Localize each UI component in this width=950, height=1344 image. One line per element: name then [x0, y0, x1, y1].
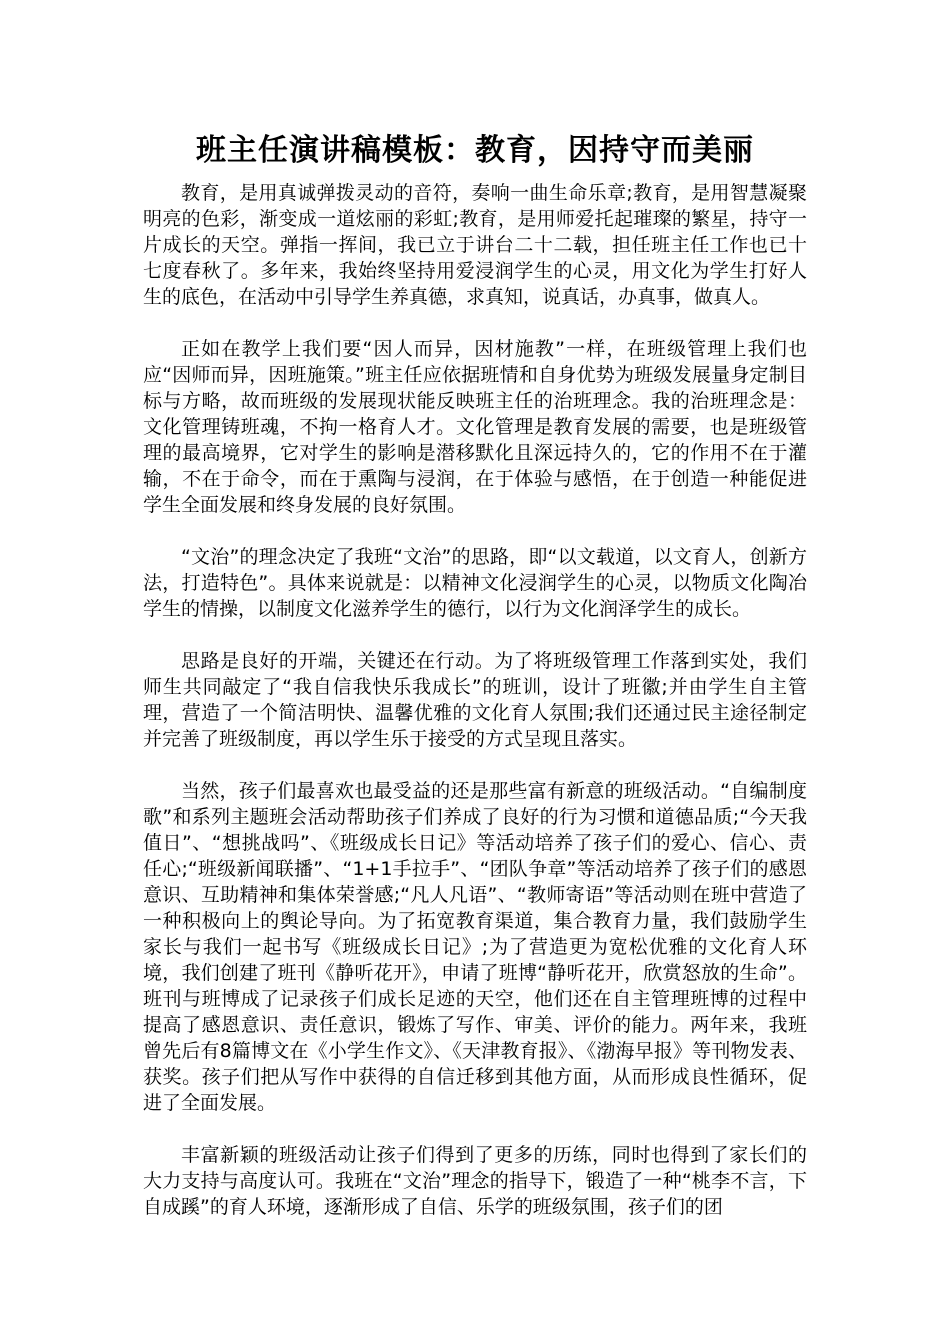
paragraph-2: 正如在教学上我们要“因人而异，因材施教”一样，在班级管理上我们也应“因师而异，因班施策。”班主任应依据班情和自身优势为班级发展量身定制目标与方略，故而班级的发展现状能反映班主任的治班理念。我的治班理念是：文化管理铸班魂，不拘一格育人才。文化管理是教育发展的需要，也是班级管理的最高境界，它对学生的影响是潜移默化且深远持久的，它的作用不在于灌输，不在于命令，而在于熏陶与浸润，在于体验与感悟，在于创造一种能促进学生全面发展和终身发展的良好氛围。	[143, 338, 807, 516]
paragraph-1: 教育，是用真诚弹拨灵动的音符，奏响一曲生命乐章;教育，是用智慧凝聚明亮的色彩，渐变成一道炫丽的彩虹;教育，是用师爱托起璀璨的繁星，持守一片成长的天空。弹指一挥间，我已立于讲台二十二载，担任班主任工作也已十七度春秋了。多年来，我始终坚持用爱浸润学生的心灵，用文化为学生打好人生的底色，在活动中引导学生养真德，求真知，说真话，办真事，做真人。	[143, 182, 807, 308]
document-title: 班主任演讲稿模板：教育，因持守而美丽	[196, 133, 754, 168]
paragraph-6: 丰富新颖的班级活动让孩子们得到了更多的历练，同时也得到了家长们的大力支持与高度认可。我班在“文治”理念的指导下，锻造了一种“桃李不言，下自成蹊”的育人环境，逐渐形成了自信、乐学的班级氛围，孩子们的团	[143, 1144, 807, 1218]
paragraph-4: 思路是良好的开端，关键还在行动。为了将班级管理工作落到实处，我们师生共同敲定了“我自信我快乐我成长”的班训，设计了班徽;并由学生自主管理，营造了一个简洁明快、温馨优雅的文化育人氛围;我们还通过民主途径制定并完善了班级制度，再以学生乐于接受的方式呈现且落实。	[143, 650, 807, 750]
paragraph-5: 当然，孩子们最喜欢也最受益的还是那些富有新意的班级活动。“自编制度歌”和系列主题班会活动帮助孩子们养成了良好的行为习惯和道德品质;“今天我值日”、“想挑战吗”、《班级成长日记》等活动培养了孩子们的爱心、信心、责任心;“班级新闻联播”、“1+1手拉手”、“团队争章”等活动培养了孩子们的感恩意识、互助精神和集体荣誉感;“凡人凡语”、“教师寄语”等活动则在班中营造了一种积极向上的舆论导向。为了拓宽教育渠道，集合教育力量，我们鼓励学生家长与我们一起书写《班级成长日记》;为了营造更为宽松优雅的文化育人环境，我们创建了班刊《静听花开》，申请了班博“静听花开，欣赏怒放的生命”。班刊与班博成了记录孩子们成长足迹的天空，他们还在自主管理班博的过程中提高了感恩意识、责任意识，锻炼了写作、审美、评价的能力。两年来，我班曾先后有8篇博文在《小学生作文》、《天津教育报》、《渤海早报》等刊物发表、获奖。孩子们把从写作中获得的自信迁移到其他方面，从而形成良性循环，促进了全面发展。	[143, 780, 807, 1114]
paragraph-3: “文治”的理念决定了我班“文治”的思路，即“以文载道，以文育人，创新方法，打造特色”。具体来说就是：以精神文化浸润学生的心灵，以物质文化陶冶学生的情操，以制度文化滋养学生的德行，以行为文化润泽学生的成长。	[143, 546, 807, 620]
